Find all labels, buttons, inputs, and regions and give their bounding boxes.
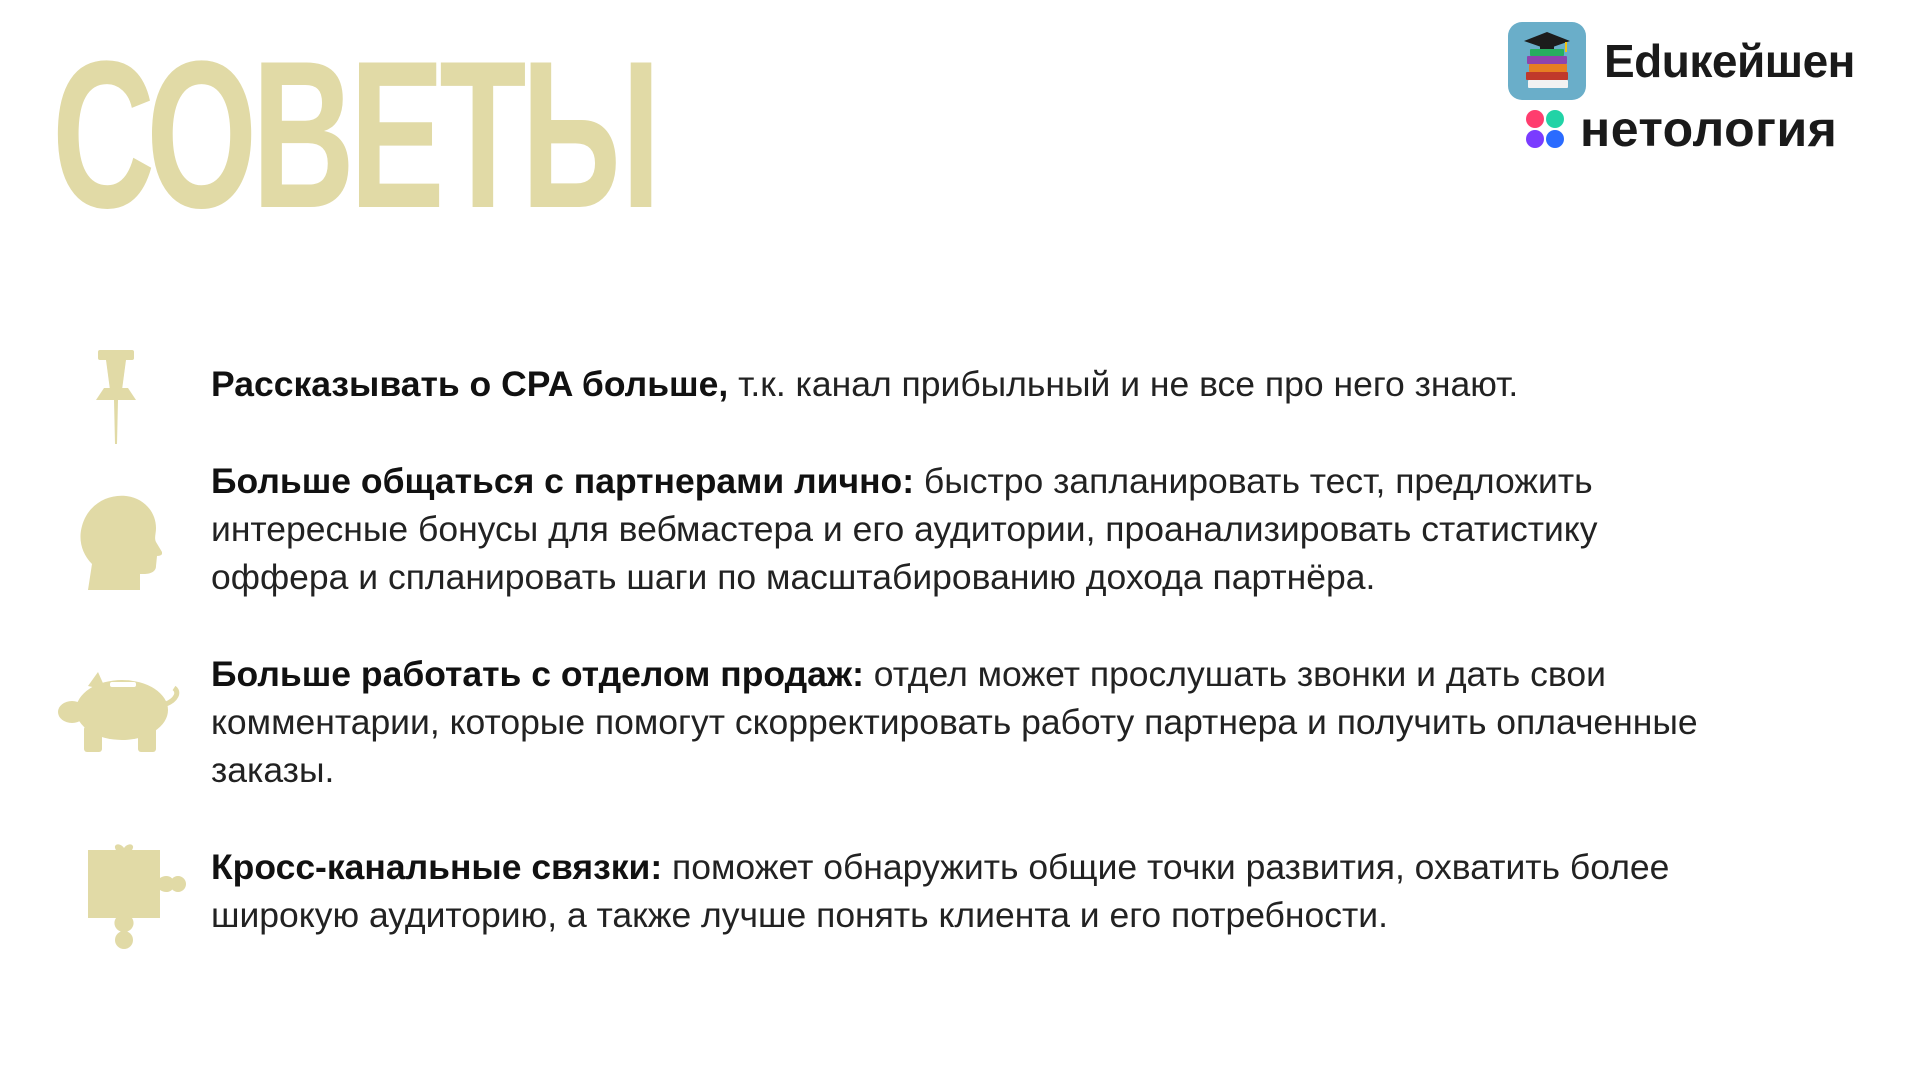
piggy-bank-icon — [58, 670, 180, 754]
eduqation-logo-text: Eduкейшен — [1604, 35, 1855, 87]
pushpin-icon — [92, 348, 140, 448]
tip-lead: Рассказывать о CPA больше, — [211, 364, 729, 404]
tip-lead: Больше работать с отделом продаж: — [211, 654, 864, 694]
tip-item — [211, 360, 1741, 408]
tip-text: быстро запланировать тест, предложить интересные бонусы для вебмастера и его аудитории, проанализировать статистику оффера и спланировать шаги по масштабированию дохода партнёра. — [211, 461, 1598, 597]
tip-lead: Больше общаться с партнерами лично: — [211, 461, 915, 501]
tip-text: т.к. канал прибыльный и не все про него знают. — [728, 364, 1519, 404]
tip-item — [211, 650, 1741, 794]
tip-text: поможет обнаружить общие точки развития, охватить более широкую аудиторию, а также лучше понять клиента и его потребности. — [211, 847, 1670, 935]
puzzle-piece-icon — [84, 844, 186, 950]
head-profile-icon — [78, 494, 162, 592]
slide-title: СОВЕТЫ — [52, 17, 656, 252]
tip-text: отдел может прослушать звонки и дать свои комментарии, которые помогут скорректировать работу партнера и получить оплаченные заказы. — [211, 654, 1698, 790]
netology-logo-text: нетология — [1580, 101, 1838, 157]
tip-lead: Кросс-канальные связки: — [211, 847, 663, 887]
tip-item — [211, 457, 1741, 601]
tip-item — [211, 843, 1741, 939]
